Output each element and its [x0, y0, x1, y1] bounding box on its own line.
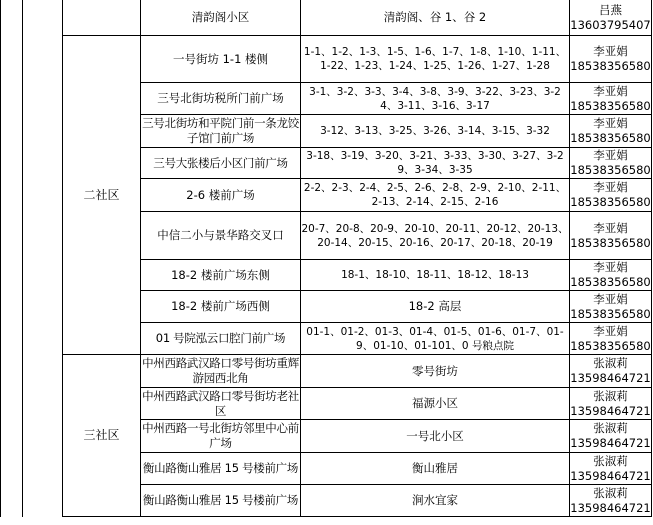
contact-name: 李亚娟: [593, 260, 628, 274]
contact-phone: 13598464721: [570, 436, 651, 450]
contact-cell: [570, 148, 652, 179]
area-cell: 01-1、01-2、01-3、01-4、01-5、01-6、01-7、01-9、01-10、01-101、0 号粮点院: [301, 323, 570, 355]
contact-cell: [570, 83, 652, 115]
contact-phone: 13598464721: [570, 468, 651, 483]
location-cell: 中州西路一号北街坊邻里中心前广场: [141, 420, 301, 453]
area-cell: 1-1、1-2、1-3、1-5、1-6、1-7、1-8、1-10、1-11、1-22、1-23、1-24、1-25、1-26、1-27、1-28: [301, 36, 570, 83]
table-row: [1, 355, 652, 388]
area-cell: 18-1、18-10、18-11、18-12、18-13: [301, 260, 570, 291]
contact-phone: 18538356580: [570, 59, 651, 73]
contact-name: 张淑莉: [593, 388, 628, 403]
contact-name: 李亚娟: [593, 44, 628, 58]
area-cell: 3-1、3-2、3-3、3-4、3-8、3-9、3-22、3-23、3-24、3-11、3-16、3-17: [301, 83, 570, 115]
location-cell: 中州西路武汉路口零号街坊重辉游园西北角: [141, 355, 301, 388]
location-cell: 三号北街坊税所门前广场: [141, 83, 301, 115]
contact-name: 李亚娟: [593, 148, 628, 162]
contact-name: 李亚娟: [593, 291, 628, 306]
contact-name: 吕燕: [599, 2, 622, 17]
contact-name: 李亚娟: [593, 116, 628, 130]
location-cell: 一号街坊 1-1 楼侧: [141, 36, 301, 83]
contact-phone: 18538356580: [570, 98, 651, 113]
contact-phone: 18538356580: [570, 131, 651, 145]
contact-phone: 18538356580: [570, 195, 651, 209]
contact-cell: [570, 485, 652, 517]
contact-cell: [570, 179, 652, 212]
contact-cell: [570, 388, 652, 420]
contact-phone: 18538356580: [570, 338, 651, 353]
contact-name: 李亚娟: [593, 220, 628, 235]
area-cell: 零号街坊: [301, 355, 570, 388]
contact-cell: [570, 323, 652, 355]
location-cell: 衡山路衡山雅居 15 号楼前广场: [141, 485, 301, 517]
contact-cell: [570, 355, 652, 388]
location-cell: 清韵阁小区: [141, 0, 301, 36]
contact-name: 张淑莉: [593, 453, 628, 468]
margin-cell: [23, 36, 63, 517]
contact-name: 张淑莉: [593, 421, 628, 435]
location-cell: 中信二小与景华路交叉口: [141, 212, 301, 260]
contact-phone: 13598464721: [570, 500, 651, 515]
area-cell: 衡山雅居: [301, 453, 570, 485]
contact-cell: [570, 0, 652, 36]
contact-cell: [570, 291, 652, 323]
location-cell: 三号北街坊和平院门前一条龙饺子馆门前广场: [141, 115, 301, 148]
contact-cell: [570, 212, 652, 260]
location-cell: 18-2 楼前广场东侧: [141, 260, 301, 291]
community-cell: 二社区: [63, 36, 141, 355]
area-cell: 18-2 高层: [301, 291, 570, 323]
contact-cell: [570, 260, 652, 291]
margin-cell: [1, 36, 23, 517]
contact-phone: 13598464721: [570, 403, 651, 418]
margin-cell: [1, 0, 23, 36]
contact-phone: 18538356580: [570, 275, 651, 289]
contact-name: 张淑莉: [593, 485, 628, 500]
location-cell: 三号大张楼后小区门前广场: [141, 148, 301, 179]
area-cell: 20-7、20-8、20-9、20-10、20-11、20-12、20-13、20-14、20-15、20-16、20-17、20-18、20-19: [301, 212, 570, 260]
contact-phone: 13598464721: [570, 371, 651, 385]
community-cell: 三社区: [63, 355, 141, 517]
location-cell: 01 号院泓云口腔门前广场: [141, 323, 301, 355]
area-cell: 2-2、2-3、2-4、2-5、2-6、2-8、2-9、2-10、2-11、2-13、2-14、2-15、2-16: [301, 179, 570, 212]
location-cell: 衡山路衡山雅居 15 号楼前广场: [141, 453, 301, 485]
contact-name: 李亚娟: [593, 180, 628, 194]
contact-name: 李亚娟: [593, 323, 628, 338]
table-row: [1, 36, 652, 83]
community-cell: [63, 0, 141, 36]
margin-cell: [23, 0, 63, 36]
area-cell: 一号北小区: [301, 420, 570, 453]
location-cell: 中州西路武汉路口零号街坊老社区: [142, 388, 299, 418]
area-cell: 3-12、3-13、3-25、3-26、3-14、3-15、3-32: [301, 115, 570, 148]
contact-name: 张淑莉: [593, 356, 628, 370]
area-cell: 涧水宜家: [301, 485, 570, 517]
table-row: [1, 0, 652, 36]
contact-cell: [570, 115, 652, 148]
contact-cell: [570, 36, 652, 83]
contact-phone: 13603795407: [570, 17, 651, 32]
contact-cell: [570, 453, 652, 485]
contact-phone: 18538356580: [570, 163, 651, 177]
contact-name: 李亚娟: [593, 83, 628, 98]
contact-cell: [570, 420, 652, 453]
area-cell: 清韵阁、谷 1、谷 2: [301, 0, 570, 36]
area-cell: 福源小区: [301, 388, 570, 420]
location-cell: 2-6 楼前广场: [141, 179, 301, 212]
contact-phone: 18538356580: [570, 306, 651, 321]
location-cell: 18-2 楼前广场西侧: [141, 291, 301, 323]
contact-phone: 18538356580: [570, 235, 651, 250]
area-cell: 3-18、3-19、3-20、3-21、3-33、3-30、3-27、3-29、3-34、3-35: [301, 148, 570, 179]
